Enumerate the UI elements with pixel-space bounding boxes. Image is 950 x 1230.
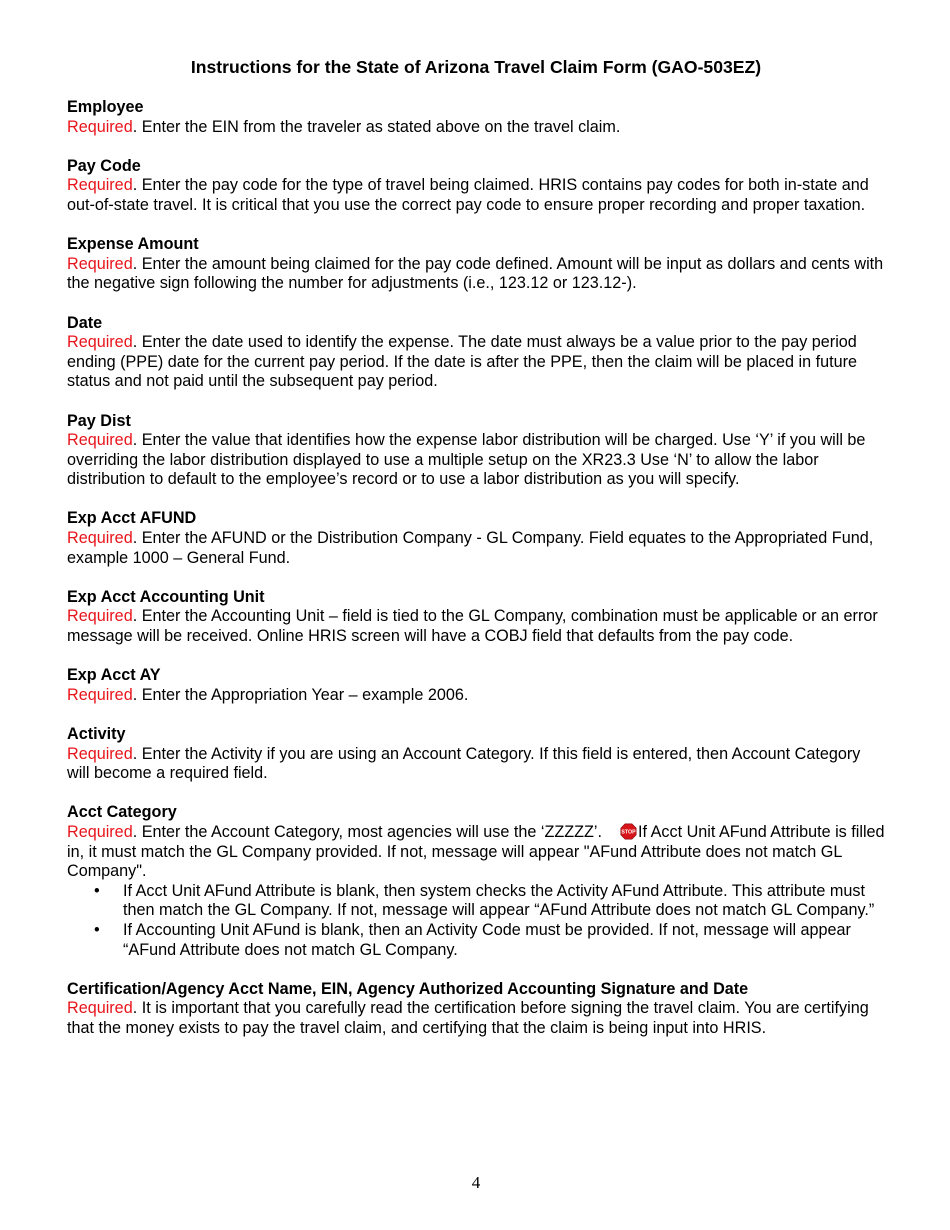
required-label: Required [67, 117, 133, 136]
section-text [67, 255, 885, 294]
section-body-continued: If Acct Unit AFund Attribute is filled in, it must match the GL Company provided. If not, message will appear "AFund Attribute does not match GL Company". [67, 822, 885, 881]
section-employee [67, 98, 885, 137]
required-label: Required [67, 685, 133, 704]
required-label: Required [67, 333, 133, 352]
list-item: • If Acct Unit AFund Attribute is blank, then system checks the Activity AFund Attribute. This attribute must then match the GL Company. If not, message will appear “AFund Attribute does not match GL Company.” [123, 882, 885, 921]
required-label: Required [67, 431, 133, 450]
required-label: Required [67, 607, 133, 626]
section-heading: Date [67, 313, 103, 332]
section-text [67, 745, 885, 784]
section-text [67, 607, 885, 646]
section-heading: Expense Amount [67, 235, 199, 254]
section-body: . It is important that you carefully read the certification before signing the travel claim. You are certifying that the money exists to pay the travel claim, and certifying that the claim is being input into HRIS. [67, 999, 869, 1037]
section-exp-acct-accounting-unit [67, 588, 885, 647]
section-activity [67, 725, 885, 784]
section-heading: Exp Acct AY [67, 666, 161, 685]
page-number: 4 [471, 1173, 481, 1192]
section-body: . Enter the Appropriation Year – example 2006. [132, 685, 469, 704]
section-body: . Enter the EIN from the traveler as stated above on the travel claim. [132, 117, 621, 136]
section-acct-category [67, 803, 885, 960]
section-certification [67, 980, 885, 1039]
section-date [67, 314, 885, 392]
required-label: Required [67, 744, 133, 763]
required-label: Required [67, 529, 133, 548]
section-text [67, 176, 885, 215]
required-label: Required [67, 999, 133, 1018]
required-label: Required [67, 822, 133, 841]
required-label: Required [67, 254, 133, 273]
section-body: . Enter the AFUND or the Distribution Company - GL Company. Field equates to the Appropriated Fund, example 1000 – General Fund. [67, 529, 874, 567]
required-label: Required [67, 176, 133, 195]
section-heading: Pay Dist [67, 411, 131, 430]
section-pay-code [67, 157, 885, 216]
instructions-body [67, 98, 885, 1058]
section-text [67, 118, 885, 138]
section-body: . Enter the Activity if you are using an Account Category. If this field is entered, then Account Category will become a required field. [67, 744, 861, 783]
stop-sign-text: STOP [621, 829, 636, 836]
page-title: Instructions for the State of Arizona Travel Claim Form (GAO-503EZ) [190, 57, 762, 77]
list-item: • If Accounting Unit AFund is blank, then an Activity Code must be provided. If not, message will appear “AFund Attribute does not match GL Company. [123, 921, 885, 960]
section-heading: Acct Category [67, 803, 177, 822]
section-heading: Employee [67, 98, 144, 116]
acct-category-bullet-list [67, 882, 885, 960]
section-body: . Enter the amount being claimed for the pay code defined. Amount will be input as dollars and cents with the negative sign following the number for adjustments (i.e., 123.12 or 123.12-). [67, 254, 884, 293]
section-text [67, 823, 885, 882]
section-heading: Exp Acct Accounting Unit [67, 587, 265, 606]
section-heading: Certification/Agency Acct Name, EIN, Agency Authorized Accounting Signature and Date [67, 979, 749, 998]
section-body: . Enter the value that identifies how the expense labor distribution will be charged. Use ‘Y’ if you will be overriding the labor distribution displayed to use a multiple setup on the XR23.3 Use ‘N’ to allow the labor distribution to default to the employee’s record or to use a labor distribution as you will specify. [67, 431, 866, 489]
section-expense-amount [67, 235, 885, 294]
section-exp-acct-afund [67, 509, 885, 568]
section-text [67, 431, 885, 490]
section-exp-acct-ay [67, 666, 885, 705]
section-text [67, 333, 885, 392]
section-heading: Exp Acct AFUND [67, 509, 197, 528]
section-body: . Enter the pay code for the type of travel being claimed. HRIS contains pay codes for both in-state and out-of-state travel. It is critical that you use the correct pay code to ensure proper recording and proper taxation. [67, 176, 869, 214]
section-text [67, 999, 885, 1038]
section-heading: Pay Code [67, 156, 141, 175]
section-body: . Enter the Account Category, most agencies will use the ‘ZZZZZ’. [132, 822, 603, 841]
section-body: . Enter the Accounting Unit – field is tied to the GL Company, combination must be applicable or an error message will be received. Online HRIS screen will have a COBJ field that defaults from the pay code. [67, 607, 878, 646]
section-text [67, 686, 885, 706]
section-pay-dist [67, 412, 885, 490]
section-heading: Activity [67, 725, 126, 743]
stop-sign-icon [620, 823, 637, 840]
section-body: . Enter the date used to identify the expense. The date must always be a value prior to the pay period ending (PPE) date for the current pay period. If the date is after the PPE, then the claim will be placed in future status and not paid until the subsequent pay period. [67, 333, 858, 391]
section-text [67, 529, 885, 568]
